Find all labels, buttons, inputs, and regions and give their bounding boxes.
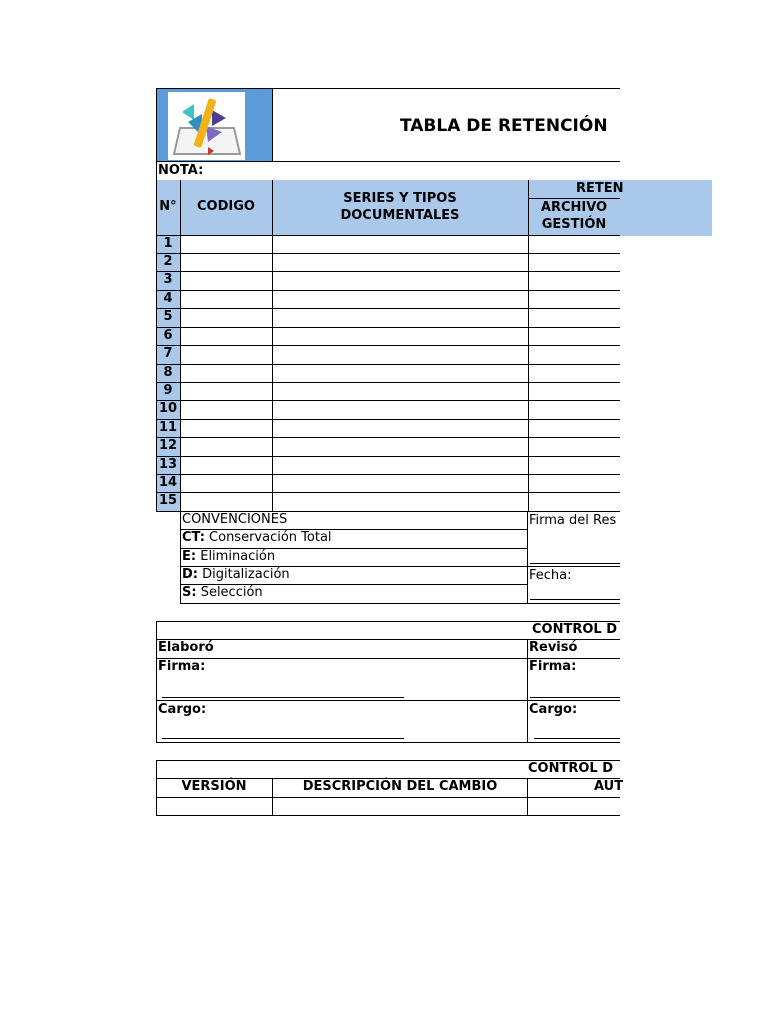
convention-code: D: bbox=[182, 567, 198, 582]
page-title: TABLA DE RETENCIÓN bbox=[400, 116, 608, 136]
company-logo bbox=[168, 92, 245, 160]
convention-label: Conservación Total bbox=[204, 530, 332, 545]
row-number: 13 bbox=[158, 457, 178, 472]
convention-code: CT: bbox=[182, 530, 205, 545]
row-number: 9 bbox=[163, 383, 173, 398]
convention-e bbox=[182, 549, 275, 565]
convention-label: Digitalización bbox=[198, 567, 290, 582]
elaboro-firma-line bbox=[162, 697, 404, 698]
fecha-label: Fecha: bbox=[529, 568, 572, 583]
row-number: 6 bbox=[163, 328, 173, 343]
firma-responsable-label: Firma del Res bbox=[529, 513, 617, 528]
col-header-series: SERIES Y TIPOS DOCUMENTALES bbox=[340, 191, 460, 223]
header-overflow-fill bbox=[620, 180, 712, 236]
row-number: 2 bbox=[163, 254, 173, 269]
reviso-cargo-line bbox=[534, 738, 620, 739]
reviso-firma-label: Firma: bbox=[529, 659, 577, 674]
control-changes-title: CONTROL D bbox=[528, 761, 614, 776]
row-number: 14 bbox=[158, 475, 178, 490]
elaboro-firma-label: Firma: bbox=[158, 659, 206, 674]
row-number: 12 bbox=[158, 438, 178, 453]
elaboro-cargo-line bbox=[162, 738, 404, 739]
elaboro-cargo-label: Cargo: bbox=[158, 702, 207, 717]
col-header-archivo-gestion: ARCHIVO GESTIÓN bbox=[540, 200, 608, 232]
row-number: 5 bbox=[163, 309, 173, 324]
convention-d bbox=[182, 567, 290, 583]
row-number: 4 bbox=[163, 291, 173, 306]
fecha-line bbox=[530, 599, 620, 600]
col-header-no: N° bbox=[159, 199, 177, 214]
row-number: 7 bbox=[163, 346, 173, 361]
row-number: 8 bbox=[163, 365, 173, 380]
col-header-descripcion: DESCRIPCIÓN DEL CAMBIO bbox=[302, 779, 498, 794]
convention-s bbox=[182, 585, 263, 601]
convention-ct bbox=[182, 530, 332, 546]
row-number: 10 bbox=[158, 401, 178, 416]
control-doc-title: CONTROL D bbox=[532, 622, 618, 637]
elaboro-label: Elaboró bbox=[158, 640, 214, 655]
reviso-cargo-label: Cargo: bbox=[529, 702, 578, 717]
col-header-autor: AUT bbox=[594, 779, 624, 794]
convention-code: E: bbox=[182, 549, 197, 564]
row-number: 3 bbox=[163, 272, 173, 287]
conventions-title: CONVENCIONES bbox=[182, 512, 288, 527]
row-number: 1 bbox=[163, 236, 173, 251]
firma-signature-line bbox=[530, 563, 620, 564]
reviso-label: Revisó bbox=[529, 640, 578, 655]
convention-code: S: bbox=[182, 585, 197, 600]
col-header-retention: RETEN bbox=[576, 181, 624, 196]
row-number: 15 bbox=[158, 493, 178, 508]
row-number: 11 bbox=[158, 420, 178, 435]
convention-label: Eliminación bbox=[196, 549, 276, 564]
nota-label: NOTA: bbox=[158, 163, 204, 178]
col-header-version: VERSIÓN bbox=[181, 779, 247, 794]
col-header-codigo: CODIGO bbox=[197, 199, 255, 214]
reviso-firma-line bbox=[530, 697, 620, 698]
convention-label: Selección bbox=[196, 585, 263, 600]
